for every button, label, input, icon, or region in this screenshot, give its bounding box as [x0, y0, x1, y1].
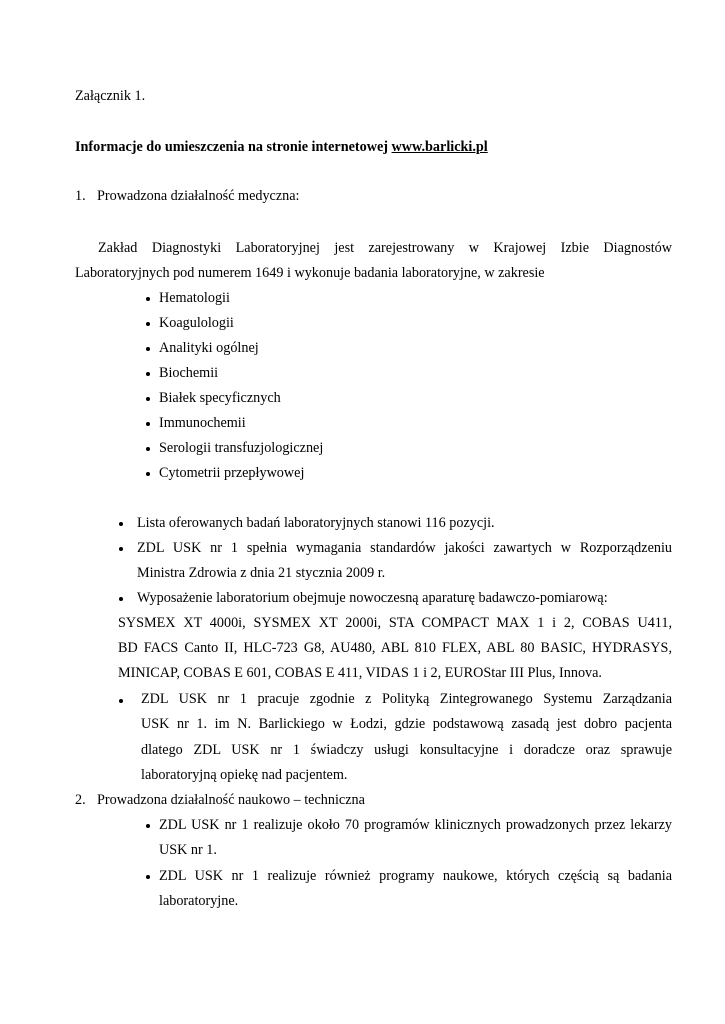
website-link[interactable]: www.barlicki.pl [391, 139, 488, 155]
bullet-icon [119, 699, 123, 703]
bullet-icon [146, 372, 150, 376]
standards-point-line-2: Ministra Zdrowia z dnia 21 stycznia 2009 r. [137, 565, 386, 581]
section-2-heading: Prowadzona działalność naukowo – techniczna [97, 792, 365, 808]
scope-item: Hematologii [159, 290, 230, 306]
equipment-list-line-1: SYSMEX XT 4000i, SYSMEX XT 2000i, STA COMPACT MAX 1 i 2, COBAS U411, [118, 615, 672, 631]
bullet-icon [146, 824, 150, 828]
scope-item: Koagulologii [159, 315, 234, 331]
equipment-list-line-3: MINICAP, COBAS E 601, COBAS E 411, VIDAS 1 i 2, EUROStar III Plus, Innova. [118, 665, 602, 681]
bullet-icon [146, 422, 150, 426]
bullet-icon [146, 297, 150, 301]
bullet-icon [146, 322, 150, 326]
policy-point-line-3: dlatego ZDL USK nr 1 świadczy usługi konsultacyjne i doradcze oraz sprawuje [141, 742, 672, 758]
scope-item: Cytometrii przepływowej [159, 465, 305, 481]
equipment-list-line-2: BD FACS Canto II, HLC-723 G8, AU480, ABL 810 FLEX, ABL 80 BASIC, HYDRASYS, [118, 640, 672, 656]
bullet-icon [146, 447, 150, 451]
bullet-icon [146, 472, 150, 476]
standards-point-line-1: ZDL USK nr 1 spełnia wymagania standardów jakości zawartych w Rozporządzeniu [137, 540, 672, 556]
title-text: Informacje do umieszczenia na stronie internetowej [75, 139, 388, 155]
policy-point-line-2: USK nr 1. im N. Barlickiego w Łodzi, gdzie podstawową zasadą jest dobro pacjenta [141, 716, 672, 732]
policy-point-line-4: laboratoryjną opiekę nad pacjentem. [141, 767, 348, 783]
tests-count-point: Lista oferowanych badań laboratoryjnych stanowi 116 pozycji. [137, 515, 495, 531]
intro-paragraph-line-1: Zakład Diagnostyki Laboratoryjnej jest zarejestrowany w Krajowej Izbie Diagnostów [98, 240, 672, 256]
bullet-icon [119, 522, 123, 526]
scope-item: Immunochemii [159, 415, 246, 431]
bullet-icon [146, 875, 150, 879]
research-point-line-1: ZDL USK nr 1 realizuje również programy naukowe, których częścią są badania [159, 868, 672, 884]
bullet-icon [119, 597, 123, 601]
research-point-line-2: laboratoryjne. [159, 893, 239, 909]
programs-point-line-1: ZDL USK nr 1 realizuje około 70 programów klinicznych prowadzonych przez lekarzy [159, 817, 672, 833]
annex-label: Załącznik 1. [75, 88, 146, 104]
scope-item: Serologii transfuzjologicznej [159, 440, 324, 456]
bullet-icon [146, 397, 150, 401]
section-1-number: 1. [75, 188, 86, 204]
scope-item: Białek specyficznych [159, 390, 281, 406]
section-1-heading: Prowadzona działalność medyczna: [97, 188, 300, 204]
section-2-number: 2. [75, 792, 86, 808]
policy-point-line-1: ZDL USK nr 1 pracuje zgodnie z Polityką Zintegrowanego Systemu Zarządzania [141, 691, 672, 707]
page-title [75, 140, 488, 154]
bullet-icon [119, 547, 123, 551]
equipment-point: Wyposażenie laboratorium obejmuje nowoczesną aparaturę badawczo-pomiarową: [137, 590, 608, 606]
programs-point-line-2: USK nr 1. [159, 842, 217, 858]
scope-item: Analityki ogólnej [159, 340, 259, 356]
scope-item: Biochemii [159, 365, 219, 381]
intro-paragraph-line-2: Laboratoryjnych pod numerem 1649 i wykonuje badania laboratoryjne, w zakresie [75, 265, 545, 281]
bullet-icon [146, 347, 150, 351]
